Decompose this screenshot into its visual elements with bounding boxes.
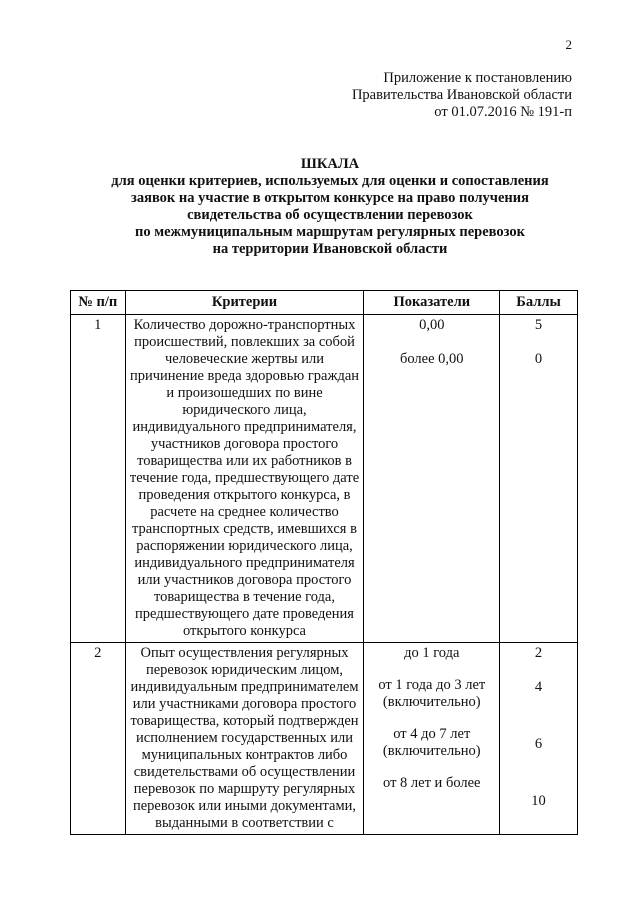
row-points bbox=[500, 643, 578, 835]
row-criteria: Опыт осуществления регулярных перевозок юридическим лицом, индивидуальным предпринимателем или участниками договора простого товарищества, который подтвержден исполнением государственных или муниципальных контрактов либо свидетельствами об осуществлении перевозок по маршруту регулярных перевозок или иными документами, выданными в соответствии с bbox=[125, 643, 364, 835]
title-line: свидетельства об осуществлении перевозок bbox=[187, 207, 473, 223]
points-value: 5 bbox=[534, 317, 543, 333]
table-row bbox=[71, 315, 578, 643]
row-points bbox=[500, 315, 578, 643]
appendix-reference bbox=[352, 70, 572, 121]
indicator-value: от 4 до 7 лет (включительно) bbox=[382, 726, 481, 759]
row-criteria: Количество дорожно-транспортных происшествий, повлекших за собой человеческие жертвы или причинение вреда здоровью граждан и произошедших по вине юридического лица, индивидуального предпринимателя, участников договора простого товарищества или их работников в течение года, предшествующего дате проведения открытого конкурса, в расчете на среднее количество транспортных средств, имевшихся в распоряжении юридического лица, индивидуального предпринимателя или участников договора простого товарищества в течение года, предшествующего дате проведения открытого конкурса bbox=[125, 315, 364, 643]
title-line: заявок на участие в открытом конкурсе на право получения bbox=[131, 190, 529, 206]
table-row bbox=[71, 643, 578, 835]
points-value: 4 bbox=[534, 679, 543, 695]
row-num: 2 bbox=[71, 643, 126, 835]
indicator-value: от 8 лет и более bbox=[383, 775, 481, 791]
points-value: 10 bbox=[531, 793, 546, 809]
points-value: 0 bbox=[534, 351, 543, 367]
header-num: № п/п bbox=[71, 291, 126, 315]
header-indicators: Показатели bbox=[364, 291, 500, 315]
title-line: для оценки критериев, используемых для оценки и сопоставления bbox=[111, 173, 549, 189]
header-criteria: Критерии bbox=[125, 291, 364, 315]
appendix-line: Правительства Ивановской области bbox=[351, 87, 572, 103]
document-title bbox=[60, 156, 600, 258]
table-header-row bbox=[71, 291, 578, 315]
title-line: на территории Ивановской области bbox=[212, 241, 448, 257]
indicator-value: от 1 года до 3 лет (включительно) bbox=[378, 677, 486, 710]
scale-table bbox=[70, 290, 578, 835]
appendix-line: от 01.07.2016 № 191-п bbox=[434, 104, 572, 120]
title-line: по межмуниципальным маршрутам регулярных перевозок bbox=[134, 224, 525, 240]
points-value: 2 bbox=[534, 645, 543, 661]
indicator-value: 0,00 bbox=[419, 317, 445, 333]
indicator-value: до 1 года bbox=[404, 645, 460, 661]
points-value: 6 bbox=[534, 736, 543, 752]
page-number: 2 bbox=[565, 37, 572, 52]
appendix-line: Приложение к постановлению bbox=[383, 70, 572, 86]
row-indicators bbox=[364, 315, 500, 643]
row-indicators bbox=[364, 643, 500, 835]
header-points: Баллы bbox=[500, 291, 578, 315]
row-num: 1 bbox=[71, 315, 126, 643]
title-heading: ШКАЛА bbox=[300, 156, 360, 172]
indicator-value: более 0,00 bbox=[400, 351, 464, 367]
